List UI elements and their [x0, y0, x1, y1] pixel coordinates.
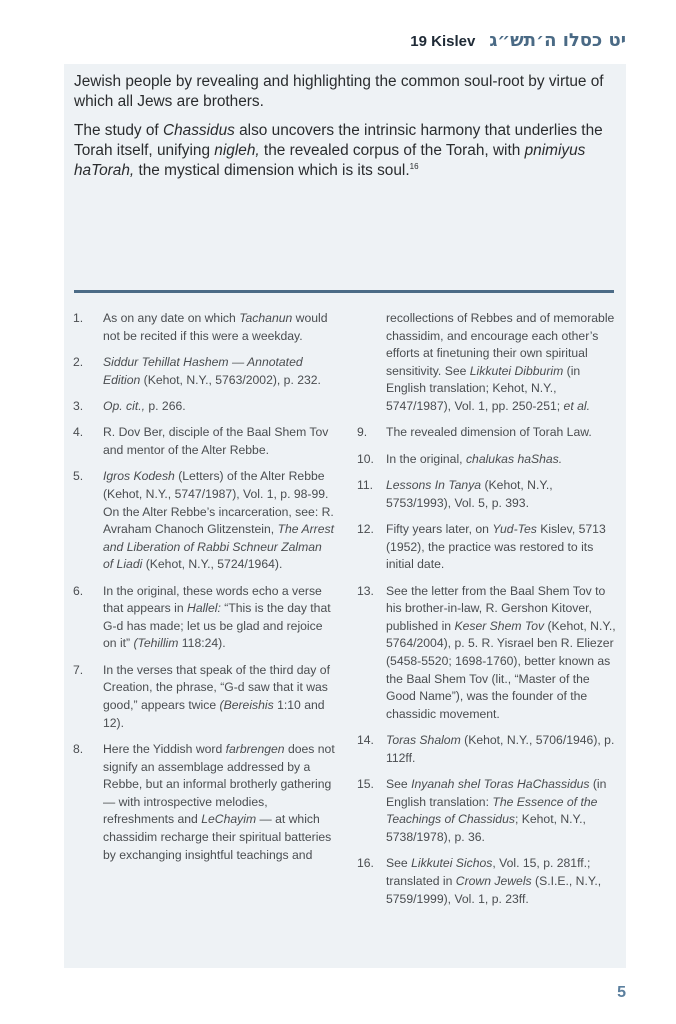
footnote-text: As on any date on which Tachanun would not be recited if this were a weekday. — [103, 311, 328, 343]
body-paragraph-1: Jewish people by revealing and highlighting the common soul-root by virtue of which all Jews are brothers. — [74, 73, 604, 110]
footnote-number: 16. — [357, 856, 374, 871]
footnote-number: 7. — [73, 662, 84, 677]
footnote-number: 2. — [73, 354, 84, 369]
page-header — [410, 30, 626, 51]
header-date-hebrew: יט כסלו ה׳תש״ג — [489, 30, 626, 51]
footnote-8 — [73, 741, 335, 864]
footnote-14 — [357, 732, 619, 767]
footnote-11 — [357, 477, 619, 512]
footnote-1 — [73, 310, 335, 345]
footnote-text: In the original, chalukas haShas. — [386, 451, 563, 466]
footnote-text: Here the Yiddish word farbrengen does not signify an assemblage addressed by a Rebbe, but an informal brotherly gathering — with introspective melodies, refreshments and LeChayim — at which chassidim recharge their spiritual batteries by exchanging insightful teachings and — [103, 742, 335, 862]
footnote-2 — [73, 354, 335, 389]
footnote-number: 12. — [357, 522, 374, 537]
footnote-10 — [357, 451, 619, 469]
footnote-13 — [357, 583, 619, 724]
footnote-text: recollections of Rebbes and of memorable chassidim, and encourage each other’s efforts at finetuning their own spiritual sensitivity. See Likkutei Dibburim (in English translation; Kehot, N.Y., 5747/1987), Vol. 1, pp. 250-251; et al. — [386, 311, 615, 413]
footnotes-right-column — [357, 310, 619, 917]
footnote-text: Igros Kodesh (Letters) of the Alter Rebbe (Kehot, N.Y., 5747/1987), Vol. 1, p. 98-99. On the Alter Rebbe’s incarceration, see: R. Avraham Chanoch Glitzenstein, The Arrest and Liberation of Rabbi Schneur Zalman of Liadi (Kehot, N.Y., 5724/1964). — [103, 469, 335, 572]
footnote-number: 5. — [73, 469, 84, 484]
footnote-text: Op. cit., p. 266. — [103, 398, 186, 413]
footnote-16 — [357, 855, 619, 908]
footnote-3 — [73, 398, 335, 416]
footnote-7 — [73, 662, 335, 732]
body-paragraph-2: The study of Chassidus also uncovers the intrinsic harmony that underlies the Torah itself, unifying nigleh, the revealed corpus of the Torah, with pnimiyus haTorah, the mystical dimension which is its soul.$^{16}$ — [74, 122, 603, 179]
footnote-text: The revealed dimension of Torah Law. — [386, 425, 592, 440]
footnote-number: 4. — [73, 425, 84, 440]
footnote-6 — [73, 583, 335, 653]
footnote-text: In the verses that speak of the third day of Creation, the phrase, “G-d saw that it was good,” appears twice (Bereishis 1:10 and 12). — [103, 662, 330, 730]
footnotes-left-column — [73, 310, 335, 873]
footnote-text: Fifty years later, on Yud-Tes Kislev, 5713 (1952), the practice was restored to its initial date. — [386, 522, 606, 572]
footnote-text: In the original, these words echo a verse that appears in Hallel: “This is the day that G-d has made; let us be glad and rejoice on it” (Tehillim 118:24). — [103, 583, 331, 651]
footnote-text: Lessons In Tanya (Kehot, N.Y., 5753/1993), Vol. 5, p. 393. — [386, 478, 553, 510]
footnote-text: Toras Shalom (Kehot, N.Y., 5706/1946), p. 112ff. — [386, 733, 615, 765]
page-number: 5 — [617, 984, 626, 1001]
footnote-number: 9. — [357, 425, 368, 440]
footnote-text: See Inyanah shel Toras HaChassidus (in English translation: The Essence of the Teachings of Chassidus; Kehot, N.Y., 5738/1978), p. 36. — [386, 777, 607, 845]
footnote-4 — [73, 424, 335, 459]
footnote-text: R. Dov Ber, disciple of the Baal Shem Tov and mentor of the Alter Rebbe. — [103, 425, 329, 457]
footnote-number: 11. — [357, 478, 374, 493]
footnote-12 — [357, 521, 619, 574]
footnote-5 — [73, 468, 335, 574]
footnote-number: 3. — [73, 398, 84, 413]
footnote-number: 8. — [73, 742, 84, 757]
footnote-8-continuation — [357, 310, 619, 416]
footnote-text: Siddur Tehillat Hashem — Annotated Edition (Kehot, N.Y., 5763/2002), p. 232. — [103, 354, 321, 387]
footnote-text: See Likkutei Sichos, Vol. 15, p. 281ff.; translated in Crown Jewels (S.I.E., N.Y., 5759/1999), Vol. 1, p. 23ff. — [386, 856, 602, 906]
footnote-number: 13. — [357, 583, 374, 598]
footnote-15 — [357, 776, 619, 846]
footnote-number: 15. — [357, 777, 374, 792]
footnote-number: 14. — [357, 733, 374, 748]
footnote-divider — [74, 290, 614, 293]
footnote-number: 1. — [73, 311, 84, 325]
footnote-number: 10. — [357, 451, 374, 466]
footnote-number: 6. — [73, 583, 84, 598]
footnote-text: See the letter from the Baal Shem Tov to his brother-in-law, R. Gershon Kitover, published in Keser Shem Tov (Kehot, N.Y., 5764/2004), p. 5. R. Yisrael ben R. Eliezer (5458-5520; 1698-1760), better known as the Baal Shem Tov (lit., “Master of the Good Name”), was the founder of the chassidic movement. — [386, 583, 616, 721]
main-text — [74, 72, 619, 190]
header-date-english: 19 Kislev — [410, 33, 476, 50]
footnote-9 — [357, 424, 619, 442]
